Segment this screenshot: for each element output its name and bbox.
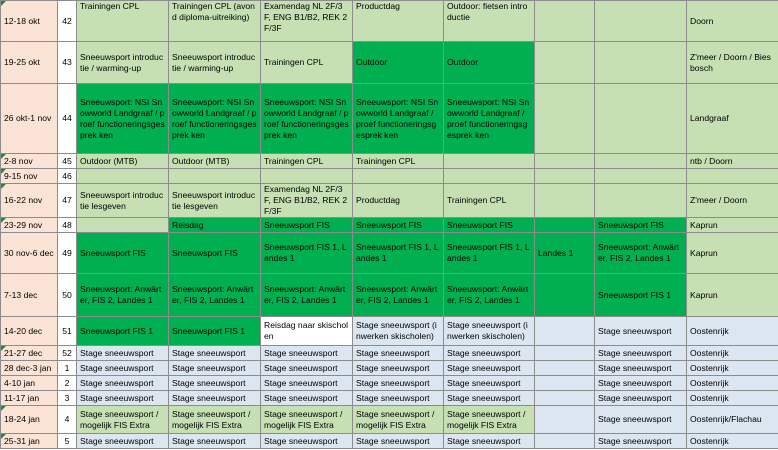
location-cell: Oostenrijk/Flachau — [687, 406, 778, 434]
activity-cell: Trainingen CPL — [261, 42, 353, 84]
activity-cell — [535, 169, 595, 184]
activity-cell: Stage sneeuwsport — [169, 434, 261, 449]
location-cell: Z'meer / Doorn — [687, 184, 778, 218]
activity-cell: Sneeuwsport: NSI Snowworld Landgraaf / proef functioneringsgesprek ken — [444, 84, 535, 154]
activity-cell: Sneeuwsport FIS — [77, 233, 169, 274]
activity-cell — [535, 218, 595, 233]
activity-cell — [595, 1, 687, 42]
date-cell: 19-25 okt — [1, 42, 58, 84]
activity-cell — [595, 84, 687, 154]
activity-cell — [444, 154, 535, 169]
location-cell: Oostenrijk — [687, 391, 778, 406]
activity-cell: Trainingen CPL — [353, 154, 444, 169]
table-row — [1, 376, 778, 391]
table-row — [1, 406, 778, 434]
table-row — [1, 1, 778, 42]
activity-cell: Stage sneeuwsport — [261, 346, 353, 361]
activity-cell: Sneeuwsport FIS 1 — [169, 317, 261, 346]
activity-cell — [535, 391, 595, 406]
activity-cell: Outdoor: fietsen introductie — [444, 1, 535, 42]
week-cell: 44 — [58, 84, 77, 154]
activity-cell: Sneeuwsport FIS — [595, 218, 687, 233]
activity-cell: Trainingen CPL — [444, 184, 535, 218]
activity-cell: Outdoor (MTB) — [77, 154, 169, 169]
week-cell: 50 — [58, 274, 77, 317]
week-cell: 48 — [58, 218, 77, 233]
activity-cell: Stage sneeuwsport / mogelijk FIS Extra — [353, 406, 444, 434]
activity-cell: Productdag — [353, 1, 444, 42]
activity-cell — [535, 406, 595, 434]
activity-cell: Sneeuwsport FIS 1, Landes 1 — [444, 233, 535, 274]
location-cell: Kaprun — [687, 218, 778, 233]
location-cell: Oostenrijk — [687, 317, 778, 346]
activity-cell: Outdoor — [444, 42, 535, 84]
table-row — [1, 42, 778, 84]
activity-cell — [535, 1, 595, 42]
activity-cell: Sneeuwsport: Anwärter, FIS 2, Landes 1 — [444, 274, 535, 317]
location-cell: Doorn — [687, 1, 778, 42]
week-cell: 5 — [58, 434, 77, 449]
date-cell: 7-13 dec — [1, 274, 58, 317]
activity-cell: Stage sneeuwsport — [444, 346, 535, 361]
activity-cell: Sneeuwsport: Anwärter, FIS 2, Landes 1 — [169, 274, 261, 317]
activity-cell — [595, 184, 687, 218]
activity-cell: Stage sneeuwsport — [444, 376, 535, 391]
activity-cell — [77, 169, 169, 184]
activity-cell — [535, 346, 595, 361]
activity-cell: Reisdag naar skischolen — [261, 317, 353, 346]
date-cell: 18-24 jan — [1, 406, 58, 434]
activity-cell: Stage sneeuwsport — [444, 434, 535, 449]
week-cell: 52 — [58, 346, 77, 361]
activity-cell: Sneeuwsport FIS — [261, 218, 353, 233]
activity-cell: Stage sneeuwsport — [261, 391, 353, 406]
date-cell: 2-8 nov — [1, 154, 58, 169]
activity-cell: Sneeuwsport: NSI Snowworld Landgraaf / proef functioneringsgesprek ken — [169, 84, 261, 154]
location-cell: Kaprun — [687, 233, 778, 274]
activity-cell — [353, 169, 444, 184]
activity-cell: Stage sneeuwsport — [77, 361, 169, 376]
activity-cell: Trainingen CPL — [77, 1, 169, 42]
table-row — [1, 154, 778, 169]
activity-cell: Outdoor (MTB) — [169, 154, 261, 169]
activity-cell: Sneeuwsport introductie lesgeven — [77, 184, 169, 218]
activity-cell: Sneeuwsport introductie / warming-up — [77, 42, 169, 84]
activity-cell — [535, 184, 595, 218]
activity-cell: Sneeuwsport: NSI Snowworld Landgraaf / proef functioneringsgesprek ken — [353, 84, 444, 154]
activity-cell: Productdag — [353, 184, 444, 218]
activity-cell — [595, 169, 687, 184]
activity-cell: Sneeuwsport FIS 1, Landes 1 — [353, 233, 444, 274]
date-cell: 12-18 okt — [1, 1, 58, 42]
location-cell: Z'meer / Doorn / Biesbosch — [687, 42, 778, 84]
activity-cell: Stage sneeuwsport — [595, 406, 687, 434]
activity-cell — [535, 317, 595, 346]
activity-cell: Stage sneeuwsport — [595, 361, 687, 376]
activity-cell: Sneeuwsport introductie / warming-up — [169, 42, 261, 84]
activity-cell — [535, 361, 595, 376]
week-cell: 46 — [58, 169, 77, 184]
activity-cell — [535, 274, 595, 317]
activity-cell: Sneeuwsport FIS 1 — [77, 317, 169, 346]
activity-cell — [535, 154, 595, 169]
location-cell: Kaprun — [687, 274, 778, 317]
week-cell: 43 — [58, 42, 77, 84]
activity-cell: Stage sneeuwsport — [353, 434, 444, 449]
activity-cell: Sneeuwsport FIS — [444, 218, 535, 233]
activity-cell: Sneeuwsport: Anwärter, FIS 2, Landes 1 — [595, 233, 687, 274]
activity-cell: Landes 1 — [535, 233, 595, 274]
activity-cell: Stage sneeuwsport / mogelijk FIS Extra — [261, 406, 353, 434]
table-row — [1, 169, 778, 184]
table-row — [1, 346, 778, 361]
activity-cell — [535, 434, 595, 449]
location-cell: Oostenrijk — [687, 361, 778, 376]
activity-cell — [169, 169, 261, 184]
table-row — [1, 361, 778, 376]
activity-cell: Stage sneeuwsport — [261, 376, 353, 391]
table-row — [1, 274, 778, 317]
table-row — [1, 391, 778, 406]
activity-cell: Stage sneeuwsport — [595, 346, 687, 361]
date-cell: 11-17 jan — [1, 391, 58, 406]
week-cell: 42 — [58, 1, 77, 42]
activity-cell: Stage sneeuwsport — [444, 361, 535, 376]
activity-cell: Sneeuwsport: Anwärter, FIS 2, Landes 1 — [353, 274, 444, 317]
activity-cell: Stage sneeuwsport — [77, 376, 169, 391]
location-cell: Oostenrijk — [687, 434, 778, 449]
week-cell: 47 — [58, 184, 77, 218]
activity-cell: Stage sneeuwsport / mogelijk FIS Extra — [77, 406, 169, 434]
date-cell: 14-20 dec — [1, 317, 58, 346]
activity-cell — [535, 42, 595, 84]
activity-cell: Examendag NL 2F/3F, ENG B1/B2, REK 2F/3F — [261, 1, 353, 42]
activity-cell — [535, 84, 595, 154]
location-cell: Landgraaf — [687, 84, 778, 154]
date-cell: 28 dec-3 jan — [1, 361, 58, 376]
date-cell: 23-29 nov — [1, 218, 58, 233]
activity-cell: Sneeuwsport: NSI Snowworld Landgraaf / proef functioneringsgesprek ken — [261, 84, 353, 154]
activity-cell: Stage sneeuwsport — [77, 346, 169, 361]
activity-cell — [595, 154, 687, 169]
week-cell: 1 — [58, 361, 77, 376]
date-cell: 26 okt-1 nov — [1, 84, 58, 154]
activity-cell: Stage sneeuwsport — [353, 391, 444, 406]
activity-cell: Stage sneeuwsport — [261, 434, 353, 449]
activity-cell: Stage sneeuwsport — [595, 376, 687, 391]
activity-cell — [261, 169, 353, 184]
activity-cell: Outdoor — [353, 42, 444, 84]
table-row — [1, 84, 778, 154]
activity-cell: Stage sneeuwsport — [77, 434, 169, 449]
activity-cell: Stage sneeuwsport — [444, 391, 535, 406]
week-cell: 4 — [58, 406, 77, 434]
activity-cell: Sneeuwsport FIS — [353, 218, 444, 233]
activity-cell: Trainingen CPL (avond diploma-uitreiking) — [169, 1, 261, 42]
activity-cell — [595, 42, 687, 84]
table-row — [1, 218, 778, 233]
activity-cell — [535, 376, 595, 391]
activity-cell: Stage sneeuwsport — [353, 346, 444, 361]
date-cell: 25-31 jan — [1, 434, 58, 449]
activity-cell — [77, 218, 169, 233]
activity-cell: Trainingen CPL — [261, 154, 353, 169]
activity-cell: Stage sneeuwsport / mogelijk FIS Extra — [444, 406, 535, 434]
activity-cell: Stage sneeuwsport — [595, 317, 687, 346]
table-row — [1, 184, 778, 218]
activity-cell: Reisdag — [169, 218, 261, 233]
week-cell: 3 — [58, 391, 77, 406]
activity-cell: Stage sneeuwsport — [353, 376, 444, 391]
activity-cell: Stage sneeuwsport — [595, 434, 687, 449]
activity-cell: Sneeuwsport: Anwärter, FIS 2, Landes 1 — [261, 274, 353, 317]
activity-cell: Stage sneeuwsport (inwerken skischolen) — [444, 317, 535, 346]
activity-cell: Stage sneeuwsport — [77, 391, 169, 406]
activity-cell: Stage sneeuwsport — [169, 346, 261, 361]
table-row — [1, 233, 778, 274]
location-cell — [687, 169, 778, 184]
week-cell: 2 — [58, 376, 77, 391]
activity-cell: Stage sneeuwsport — [169, 361, 261, 376]
date-cell: 21-27 dec — [1, 346, 58, 361]
activity-cell: Sneeuwsport: Anwärter, FIS 2, Landes 1 — [77, 274, 169, 317]
activity-cell: Stage sneeuwsport — [169, 376, 261, 391]
activity-cell: Stage sneeuwsport — [595, 391, 687, 406]
location-cell: Oostenrijk — [687, 376, 778, 391]
week-cell: 51 — [58, 317, 77, 346]
date-cell: 4-10 jan — [1, 376, 58, 391]
activity-cell: Sneeuwsport FIS 1, Landes 1 — [261, 233, 353, 274]
week-cell: 49 — [58, 233, 77, 274]
location-cell: ntb / Doorn — [687, 154, 778, 169]
activity-cell: Sneeuwsport: NSI Snowworld Landgraaf / proef functioneringsgesprek ken — [77, 84, 169, 154]
date-cell: 30 nov-6 dec — [1, 233, 58, 274]
location-cell: Oostenrijk — [687, 346, 778, 361]
table-row — [1, 434, 778, 449]
activity-cell: Stage sneeuwsport / mogelijk FIS Extra — [169, 406, 261, 434]
activity-cell: Stage sneeuwsport — [261, 361, 353, 376]
week-cell: 45 — [58, 154, 77, 169]
activity-cell: Stage sneeuwsport (inwerken skischolen) — [353, 317, 444, 346]
activity-cell: Examendag NL 2F/3F, ENG B1/B2, REK 2F/3F — [261, 184, 353, 218]
date-cell: 16-22 nov — [1, 184, 58, 218]
activity-cell: Stage sneeuwsport — [353, 361, 444, 376]
activity-cell: Sneeuwsport FIS — [169, 233, 261, 274]
activity-cell: Sneeuwsport introductie lesgeven — [169, 184, 261, 218]
activity-cell: Sneeuwsport FIS 1 — [595, 274, 687, 317]
activity-cell: Stage sneeuwsport — [169, 391, 261, 406]
date-cell: 9-15 nov — [1, 169, 58, 184]
activity-cell — [444, 169, 535, 184]
table-row — [1, 317, 778, 346]
